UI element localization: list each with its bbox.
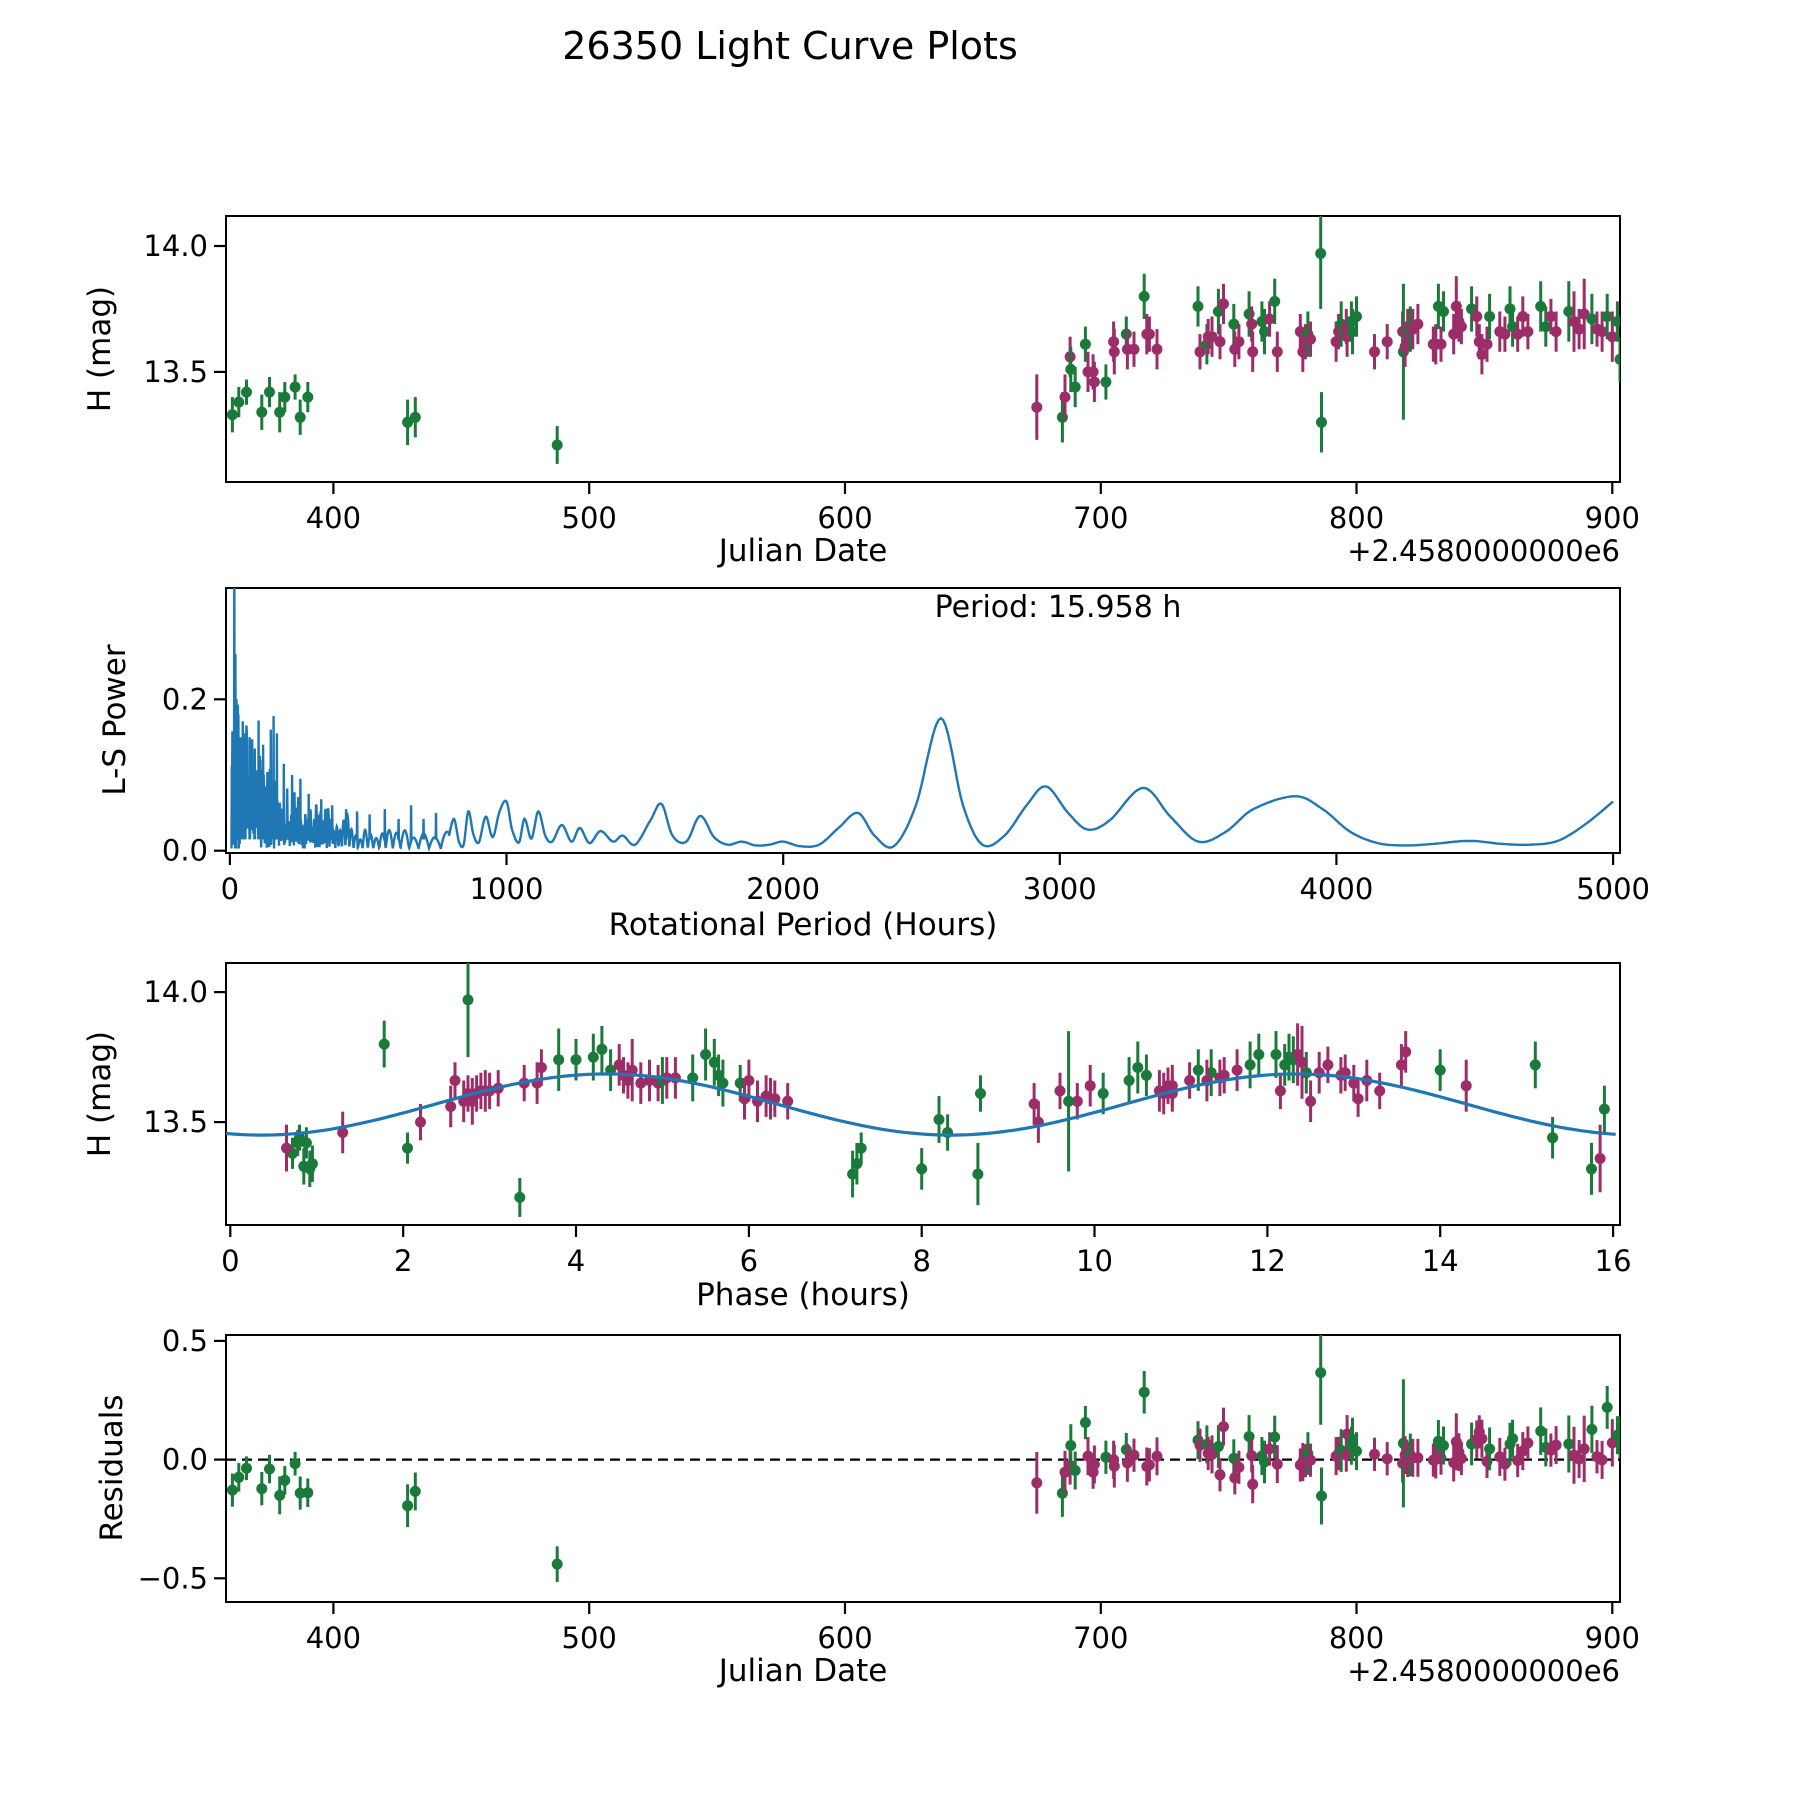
data-point-g	[410, 412, 421, 423]
x-tick-label: 700	[1073, 501, 1129, 535]
data-point-g	[1599, 1104, 1610, 1115]
residuals-x-axis-label: Julian Date	[718, 1653, 888, 1689]
data-point-g	[1530, 1059, 1541, 1070]
data-point-g	[713, 1070, 724, 1081]
y-tick-label: 0.0	[161, 1442, 208, 1477]
lightcurve-y-axis-label: H (mag)	[82, 285, 118, 413]
x-tick-label: 16	[1594, 1244, 1632, 1278]
x-tick-label: 600	[817, 501, 873, 535]
data-point-g	[264, 387, 275, 398]
data-point-p	[1597, 1454, 1608, 1465]
data-point-p	[1272, 346, 1283, 357]
data-point-g	[241, 387, 252, 398]
x-tick-label: 6	[739, 1244, 759, 1278]
data-point-p	[1579, 1443, 1590, 1454]
data-point-p	[1247, 1479, 1258, 1490]
x-tick-label: 2000	[746, 872, 821, 906]
residuals-y-axis-label: Residuals	[94, 1394, 130, 1542]
y-tick-label: 14.0	[143, 975, 208, 1010]
data-point-p	[1412, 319, 1423, 330]
data-point-p	[1060, 392, 1071, 403]
data-point-p	[1595, 1153, 1606, 1164]
data-point-g	[1435, 1065, 1446, 1076]
y-tick-label: 0.0	[161, 833, 208, 868]
data-point-p	[1246, 1450, 1257, 1461]
data-point-p	[1089, 1459, 1100, 1470]
data-point-g	[264, 1464, 275, 1475]
data-point-g	[233, 1472, 244, 1483]
y-tick-label: 14.0	[143, 229, 208, 263]
data-point-g	[700, 1049, 711, 1060]
data-point-p	[614, 1059, 625, 1070]
data-point-g	[1547, 1132, 1558, 1143]
data-point-g	[402, 1143, 413, 1154]
data-point-p	[1382, 1453, 1393, 1464]
data-point-g	[1080, 339, 1091, 350]
period-annotation: Period: 15.958 h	[934, 590, 1182, 625]
y-tick-label: 13.5	[143, 354, 208, 389]
data-point-p	[281, 1143, 292, 1154]
y-tick-label: 0.2	[161, 682, 208, 717]
data-point-g	[1507, 1433, 1518, 1444]
data-point-g	[227, 409, 238, 420]
data-point-g	[295, 412, 306, 423]
data-point-p	[1436, 339, 1447, 350]
x-tick-label: 4	[566, 1244, 586, 1278]
data-point-g	[379, 1039, 390, 1050]
phase-fit-curve	[226, 1074, 1616, 1135]
data-point-p	[1382, 336, 1393, 347]
data-point-p	[1322, 1059, 1333, 1070]
data-point-g	[1193, 301, 1204, 312]
x-tick-label: 400	[305, 501, 362, 535]
data-point-p	[1297, 1057, 1308, 1068]
x-tick-label: 3000	[1022, 872, 1097, 906]
data-point-p	[1144, 1459, 1155, 1470]
data-point-p	[1369, 1449, 1380, 1460]
data-point-g	[1438, 1440, 1449, 1451]
data-point-g	[1271, 1049, 1282, 1060]
data-point-p	[1085, 1080, 1096, 1091]
data-point-g	[233, 397, 244, 408]
data-point-p	[1109, 1461, 1120, 1472]
data-point-g	[1351, 311, 1362, 322]
data-point-p	[1089, 377, 1100, 388]
data-point-p	[1522, 1438, 1533, 1449]
data-point-p	[1247, 346, 1258, 357]
data-point-g	[1615, 1432, 1626, 1443]
data-point-g	[972, 1169, 983, 1180]
x-tick-label: 900	[1584, 501, 1640, 535]
lightcurve-x-axis-label: Julian Date	[718, 533, 888, 569]
data-point-g	[934, 1114, 945, 1125]
data-point-g	[1602, 1402, 1613, 1413]
data-point-p	[743, 1075, 754, 1086]
data-point-p	[1152, 344, 1163, 355]
data-point-p	[1031, 402, 1042, 413]
data-point-p	[1129, 1450, 1140, 1461]
periodogram-x-axis-label: Rotational Period (Hours)	[608, 907, 998, 943]
periodogram-curve	[232, 533, 1614, 849]
data-point-g	[1100, 377, 1111, 388]
data-point-p	[1232, 1065, 1243, 1076]
data-point-g	[402, 1500, 413, 1511]
data-point-g	[1612, 316, 1623, 327]
data-point-g	[916, 1163, 927, 1174]
y-tick-label: 13.5	[143, 1105, 208, 1140]
data-point-p	[1029, 1098, 1040, 1109]
data-point-p	[1412, 1452, 1423, 1463]
data-point-g	[975, 1088, 986, 1099]
data-point-g	[1070, 382, 1081, 393]
data-point-g	[1139, 291, 1150, 302]
x-tick-label: 12	[1248, 1244, 1286, 1278]
x-tick-label: 4000	[1299, 872, 1374, 906]
data-point-p	[1456, 321, 1467, 332]
data-point-g	[290, 1458, 301, 1469]
data-point-g	[1098, 1088, 1109, 1099]
data-point-p	[1272, 1459, 1283, 1470]
data-point-g	[1124, 1075, 1135, 1086]
x-tick-label: 0	[221, 1244, 240, 1278]
data-point-p	[1522, 326, 1533, 337]
data-point-g	[1484, 311, 1495, 322]
data-point-p	[1215, 336, 1226, 347]
data-point-g	[1484, 1443, 1495, 1454]
phase-y-axis-label: H (mag)	[82, 1030, 118, 1158]
residuals-x-offset-text: +2.4580000000e6	[1347, 1654, 1620, 1688]
x-tick-label: 0	[220, 872, 240, 906]
data-point-p	[1184, 1075, 1195, 1086]
data-point-g	[856, 1143, 867, 1154]
data-point-p	[415, 1117, 426, 1128]
data-point-g	[227, 1485, 238, 1496]
x-tick-label: 14	[1421, 1244, 1459, 1278]
x-tick-label: 8	[912, 1244, 931, 1278]
lightcurve-x-offset-text: +2.4580000000e6	[1347, 534, 1620, 568]
x-tick-label: 5000	[1576, 872, 1651, 906]
data-point-p	[1456, 1453, 1467, 1464]
data-point-p	[1305, 1096, 1316, 1107]
data-point-g	[1141, 1070, 1152, 1081]
data-point-g	[256, 1483, 267, 1494]
page-title: 26350 Light Curve Plots	[562, 24, 1018, 68]
data-point-g	[1284, 1052, 1295, 1063]
data-point-g	[304, 1163, 315, 1174]
periodogram-y-axis-label: L-S Power	[97, 644, 133, 796]
data-point-g	[1586, 1163, 1597, 1174]
data-point-p	[1275, 1085, 1286, 1096]
data-point-g	[279, 1475, 290, 1486]
data-point-p	[1314, 1067, 1325, 1078]
data-point-g	[1080, 1417, 1091, 1428]
data-point-p	[1461, 1080, 1472, 1091]
data-point-g	[279, 392, 290, 403]
data-point-g	[1351, 1446, 1362, 1457]
data-point-p	[1476, 1433, 1487, 1444]
x-tick-label: 10	[1076, 1244, 1113, 1278]
data-point-p	[1218, 1421, 1229, 1432]
data-point-g	[410, 1486, 421, 1497]
data-point-g	[463, 994, 474, 1005]
data-point-p	[1374, 1085, 1385, 1096]
data-point-p	[1144, 329, 1155, 340]
x-tick-label: 500	[561, 1621, 617, 1655]
data-point-p	[1551, 326, 1562, 337]
x-tick-label: 2	[393, 1244, 413, 1278]
data-point-p	[1218, 298, 1229, 309]
data-point-p	[1129, 344, 1140, 355]
data-point-p	[1246, 319, 1257, 330]
data-point-g	[571, 1054, 582, 1065]
data-point-g	[552, 440, 563, 451]
data-point-g	[1315, 1367, 1326, 1378]
data-point-g	[241, 1463, 252, 1474]
data-point-p	[445, 1101, 456, 1112]
data-point-g	[514, 1192, 525, 1203]
data-point-p	[1109, 346, 1120, 357]
phase-x-axis-label: Phase (hours)	[696, 1277, 910, 1313]
data-point-g	[1139, 1387, 1150, 1398]
x-tick-label: 400	[305, 1621, 362, 1655]
data-point-p	[1482, 339, 1493, 350]
x-tick-label: 800	[1328, 1621, 1385, 1655]
data-point-p	[1215, 1469, 1226, 1480]
data-point-p	[1551, 1440, 1562, 1451]
data-point-g	[1315, 248, 1326, 259]
data-point-g	[1065, 1440, 1076, 1451]
y-tick-label: −0.5	[137, 1561, 208, 1596]
x-tick-label: 800	[1328, 501, 1385, 535]
data-point-g	[290, 382, 301, 393]
data-point-g	[588, 1052, 599, 1063]
data-point-g	[1070, 1465, 1081, 1476]
x-tick-label: 600	[817, 1621, 873, 1655]
data-point-g	[1316, 1491, 1327, 1502]
data-point-g	[256, 407, 267, 418]
data-point-p	[1233, 336, 1244, 347]
data-point-g	[1269, 1432, 1280, 1443]
data-point-g	[302, 392, 313, 403]
data-point-g	[1586, 1424, 1597, 1435]
data-point-p	[1369, 346, 1380, 357]
data-point-p	[1471, 311, 1482, 322]
data-point-g	[1269, 296, 1280, 307]
data-point-p	[1305, 334, 1316, 345]
data-point-g	[302, 1487, 313, 1498]
data-point-g	[847, 1169, 858, 1180]
data-point-g	[553, 1054, 564, 1065]
data-point-p	[1233, 1462, 1244, 1473]
data-point-g	[1063, 1096, 1074, 1107]
data-point-g	[1245, 1059, 1256, 1070]
data-point-g	[1615, 354, 1626, 365]
x-tick-label: 500	[561, 501, 617, 535]
data-point-p	[1396, 1059, 1407, 1070]
x-tick-label: 900	[1584, 1621, 1640, 1655]
data-point-g	[1253, 1049, 1264, 1060]
y-tick-label: 0.5	[161, 1323, 208, 1358]
data-point-g	[1193, 1065, 1204, 1076]
data-point-p	[1031, 1477, 1042, 1488]
data-point-p	[1305, 1455, 1316, 1466]
data-point-g	[596, 1044, 607, 1055]
data-point-g	[1316, 417, 1327, 428]
data-point-p	[450, 1075, 461, 1086]
x-tick-label: 1000	[469, 872, 544, 906]
x-tick-label: 700	[1073, 1621, 1129, 1655]
data-point-p	[1152, 1451, 1163, 1462]
data-point-g	[552, 1559, 563, 1570]
data-point-g	[1132, 1062, 1143, 1073]
data-point-p	[1055, 1085, 1066, 1096]
data-point-g	[1438, 306, 1449, 317]
